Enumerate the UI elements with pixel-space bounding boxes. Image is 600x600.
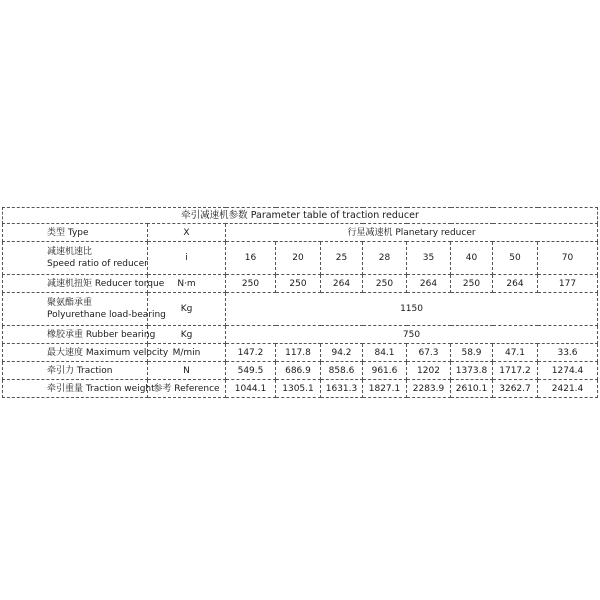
velocity-value: 94.2 [321,344,363,362]
traction-value: 549.5 [226,362,276,380]
row-ratio [3,242,598,275]
torque-value: 250 [276,275,321,293]
weight-value: 1827.1 [363,380,407,398]
velocity-label: 最大速度 Maximum velocity [3,344,148,362]
torque-value: 177 [538,275,598,293]
weight-value: 3262.7 [493,380,538,398]
traction-value: 1274.4 [538,362,598,380]
torque-value: 264 [493,275,538,293]
torque-value: 250 [451,275,493,293]
ratio-value: 50 [493,242,538,275]
weight-value: 2610.1 [451,380,493,398]
row-pu-bearing [3,293,598,326]
velocity-value: 47.1 [493,344,538,362]
weight-value: 2421.4 [538,380,598,398]
row-type [3,224,598,242]
traction-value: 1717.2 [493,362,538,380]
ratio-value: 40 [451,242,493,275]
pu-bearing-unit: Kg [148,293,226,326]
type-value: 行星减速机 Planetary reducer [226,224,598,242]
ratio-unit: i [148,242,226,275]
ratio-label [3,242,148,275]
ratio-value: 16 [226,242,276,275]
torque-label: 减速机扭矩 Reducer torque [3,275,148,293]
pu-bearing-label [3,293,166,326]
traction-label: 牵引力 Traction [3,362,148,380]
row-torque [3,275,598,293]
ratio-value: 25 [321,242,363,275]
row-rubber-bearing [3,326,598,344]
ratio-value: 35 [407,242,451,275]
pu-bearing-label-cn: 聚氨酯承重 [47,298,93,308]
row-weight [3,380,598,398]
ratio-value: 28 [363,242,407,275]
traction-value: 858.6 [321,362,363,380]
weight-value: 1631.3 [321,380,363,398]
ratio-value: 70 [538,242,598,275]
traction-value: 1202 [407,362,451,380]
ratio-label-en: Speed ratio of reducer [47,259,148,269]
velocity-value: 67.3 [407,344,451,362]
weight-label: 牵引重量 Traction weight [3,380,148,398]
pu-bearing-label-en: Polyurethane load-bearing [47,310,166,320]
ratio-label-cn: 减速机速比 [47,247,93,257]
velocity-value: 58.9 [451,344,493,362]
weight-value: 1305.1 [276,380,321,398]
velocity-value: 84.1 [363,344,407,362]
traction-value: 1373.8 [451,362,493,380]
traction-value: 686.9 [276,362,321,380]
parameter-table [2,207,598,398]
torque-unit: N·m [148,275,226,293]
traction-unit: N [148,362,226,380]
rubber-bearing-value: 750 [226,326,598,344]
torque-value: 250 [226,275,276,293]
traction-value: 961.6 [363,362,407,380]
row-velocity [3,344,598,362]
parameter-table-container [2,207,597,398]
pu-bearing-value: 1150 [226,293,598,326]
rubber-bearing-unit: Kg [148,326,226,344]
ratio-value: 20 [276,242,321,275]
weight-value: 1044.1 [226,380,276,398]
weight-value: 2283.9 [407,380,451,398]
velocity-unit: M/min [148,344,226,362]
weight-unit: 参考 Reference [148,380,226,398]
rubber-bearing-label: 橡胶承重 Rubber bearing [3,326,148,344]
velocity-value: 147.2 [226,344,276,362]
velocity-value: 33.6 [538,344,598,362]
row-traction [3,362,598,380]
velocity-value: 117.8 [276,344,321,362]
torque-value: 264 [321,275,363,293]
type-label: 类型 Type [3,224,148,242]
torque-value: 250 [363,275,407,293]
type-unit: X [148,224,226,242]
torque-value: 264 [407,275,451,293]
table-title: 牵引减速机参数 Parameter table of traction reducer [3,208,598,224]
